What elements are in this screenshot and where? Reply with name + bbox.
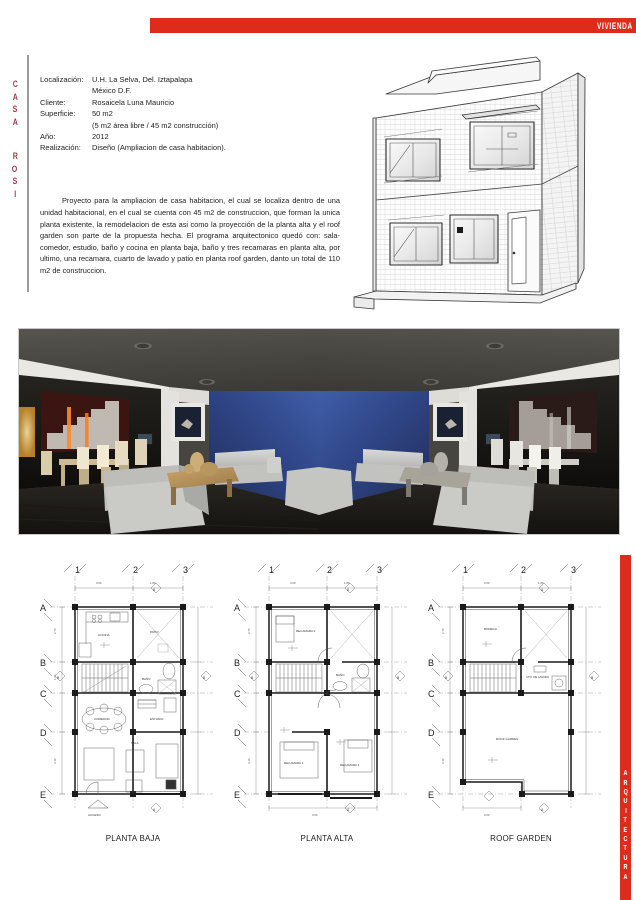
info-key: Cliente:: [40, 97, 66, 107]
project-title-char: A: [12, 116, 18, 127]
svg-text:E: E: [40, 790, 47, 800]
svg-text:C: C: [40, 689, 47, 699]
svg-text:A: A: [541, 588, 544, 592]
svg-text:2.70: 2.70: [441, 628, 445, 634]
svg-text:2.70: 2.70: [247, 628, 251, 634]
svg-text:3.00: 3.00: [312, 813, 318, 817]
discipline-char: T: [623, 845, 628, 853]
info-key: Realización:: [40, 143, 81, 153]
project-title-char: R: [12, 151, 18, 161]
info-row: [40, 131, 340, 142]
svg-text:RECAMARA 1: RECAMARA 1: [284, 761, 304, 765]
svg-text:3: 3: [377, 565, 383, 575]
discipline-char: A: [623, 770, 628, 778]
svg-text:2: 2: [133, 565, 139, 575]
svg-text:CTO. DE LAVADO: CTO. DE LAVADO: [526, 675, 550, 679]
project-title-char: O: [12, 163, 18, 174]
floor-plan-caption: ROOF GARDEN: [490, 834, 552, 843]
project-title-vertical: [8, 78, 22, 200]
svg-text:C: C: [234, 689, 241, 699]
floor-plan-planta-baja: [38, 558, 228, 858]
svg-text:C: C: [428, 689, 435, 699]
info-key: Localización:: [40, 75, 84, 84]
svg-text:BODEGA: BODEGA: [484, 627, 497, 631]
info-value: 50 m2: [92, 109, 113, 119]
discipline-bar-vertical: [620, 555, 631, 900]
info-value: Rosaicela Luna Mauricio: [92, 97, 175, 107]
svg-text:A: A: [347, 808, 350, 812]
svg-text:2: 2: [327, 565, 333, 575]
svg-text:3.10: 3.10: [441, 758, 445, 764]
interior-render-photo: [18, 328, 620, 535]
svg-text:1: 1: [75, 565, 81, 575]
floor-plan-caption: PLANTA BAJA: [105, 834, 161, 843]
svg-text:B: B: [57, 676, 60, 680]
project-title-char: C: [12, 79, 18, 89]
svg-text:B: B: [203, 676, 206, 680]
header-bar: [150, 18, 636, 33]
info-row: [40, 120, 340, 131]
info-value: 2012: [92, 132, 109, 142]
svg-text:A: A: [153, 588, 156, 592]
project-title-char: S: [12, 104, 18, 114]
svg-text:D: D: [234, 728, 241, 738]
svg-text:PATIO: PATIO: [150, 630, 159, 634]
exterior-sketch: [340, 45, 632, 317]
svg-text:A: A: [40, 603, 47, 613]
info-value: (5 m2 área libre / 45 m2 construcción): [92, 120, 219, 130]
svg-text:1.80: 1.80: [538, 581, 544, 585]
info-row: [40, 97, 340, 108]
svg-text:3.00: 3.00: [484, 581, 490, 585]
svg-text:3.10: 3.10: [53, 758, 57, 764]
svg-text:COCINA: COCINA: [98, 633, 110, 637]
svg-text:1.80: 1.80: [150, 581, 156, 585]
discipline-char: E: [623, 826, 628, 834]
info-value: Diseño (Ampliacion de casa habitacion).: [92, 143, 226, 153]
svg-text:A: A: [428, 603, 435, 613]
svg-text:1.50: 1.50: [53, 674, 57, 680]
discipline-char: T: [623, 817, 628, 825]
svg-text:2.70: 2.70: [53, 628, 57, 634]
svg-text:D: D: [40, 728, 47, 738]
svg-text:1: 1: [463, 565, 469, 575]
svg-text:3: 3: [183, 565, 189, 575]
floor-plans-row: [0, 558, 612, 858]
svg-text:1.80: 1.80: [344, 581, 350, 585]
svg-text:A: A: [234, 603, 241, 613]
project-description: Proyecto para la ampliacion de casa habitacion, el cual se localiza dentro de una unidad habitacional, en el cual se cuenta con 45 m2 de construccion, que forman la unica planta existente, la remodelacion de esta asi como la proyección de la planta alta y el roof garden son parte de la propuesta hecha. El programa arquitectonico quedó con: sala-comedor, estudio, baño y cocina en planta baja, baño y tres recamaras en planta alta, por ultimo, una recamara, cuarto de lavado y patio en planta roof garden, danto un total de 110 m2 de construccion.: [40, 196, 340, 275]
info-row: [40, 85, 340, 96]
header-category-label: VIVIENDA: [597, 20, 634, 31]
discipline-char: U: [623, 854, 628, 862]
info-row: [40, 142, 340, 153]
svg-text:3.00: 3.00: [290, 581, 296, 585]
svg-text:3.10: 3.10: [247, 758, 251, 764]
info-row: [40, 108, 340, 119]
floor-plan-drawing: [426, 558, 616, 826]
svg-text:B: B: [445, 676, 448, 680]
floor-plan-drawing: [232, 558, 422, 826]
floor-plan-roof-garden: [426, 558, 616, 858]
discipline-char: A: [623, 873, 628, 881]
svg-text:E: E: [428, 790, 435, 800]
svg-text:D: D: [428, 728, 435, 738]
svg-text:B: B: [40, 658, 47, 668]
info-value: U.H. La Selva, Del. Iztapalapa: [92, 75, 193, 84]
discipline-char: R: [623, 864, 628, 872]
svg-text:RECAMARA 2: RECAMARA 2: [340, 763, 360, 767]
svg-text:A: A: [541, 808, 544, 812]
floor-plan-caption: PLANTA ALTA: [300, 834, 354, 843]
svg-text:RECAMARA 3: RECAMARA 3: [296, 629, 316, 633]
project-title-char: S: [12, 176, 18, 186]
svg-text:COMEDOR: COMEDOR: [94, 717, 110, 721]
svg-text:1: 1: [269, 565, 275, 575]
svg-text:ACCESO: ACCESO: [88, 813, 101, 817]
render-half-right-mirrored: [319, 329, 619, 534]
svg-text:ROOF GARDEN: ROOF GARDEN: [496, 737, 519, 741]
svg-text:BAÑO: BAÑO: [336, 673, 345, 677]
svg-text:B: B: [251, 676, 254, 680]
info-key: Año:: [40, 132, 56, 142]
floor-plan-planta-alta: [232, 558, 422, 858]
svg-text:BAÑO: BAÑO: [142, 677, 151, 681]
svg-text:B: B: [428, 658, 435, 668]
project-info-block: [40, 74, 340, 154]
svg-text:A: A: [153, 808, 156, 812]
svg-text:2: 2: [521, 565, 527, 575]
svg-text:ESTUDIO: ESTUDIO: [150, 717, 164, 721]
svg-text:B: B: [591, 676, 594, 680]
svg-text:B: B: [397, 676, 400, 680]
svg-text:SALA: SALA: [131, 741, 139, 745]
vertical-divider-rule: [27, 55, 29, 292]
info-key: Superficie:: [40, 109, 76, 119]
discipline-char: I: [624, 807, 627, 815]
project-title-char: I: [14, 188, 16, 199]
discipline-char: C: [623, 835, 628, 843]
discipline-char: R: [623, 779, 628, 787]
info-value: México D.F.: [92, 86, 132, 96]
floor-plan-drawing: [38, 558, 228, 826]
svg-text:E: E: [234, 790, 241, 800]
render-half-left: [19, 329, 319, 534]
svg-text:3: 3: [571, 565, 577, 575]
discipline-char: Q: [623, 788, 628, 796]
svg-text:3.00: 3.00: [484, 813, 490, 817]
project-title-char: A: [12, 91, 18, 102]
discipline-char: U: [623, 798, 628, 806]
svg-text:B: B: [234, 658, 241, 668]
svg-text:3.00: 3.00: [96, 581, 102, 585]
svg-text:A: A: [347, 588, 350, 592]
info-row: [40, 74, 340, 85]
